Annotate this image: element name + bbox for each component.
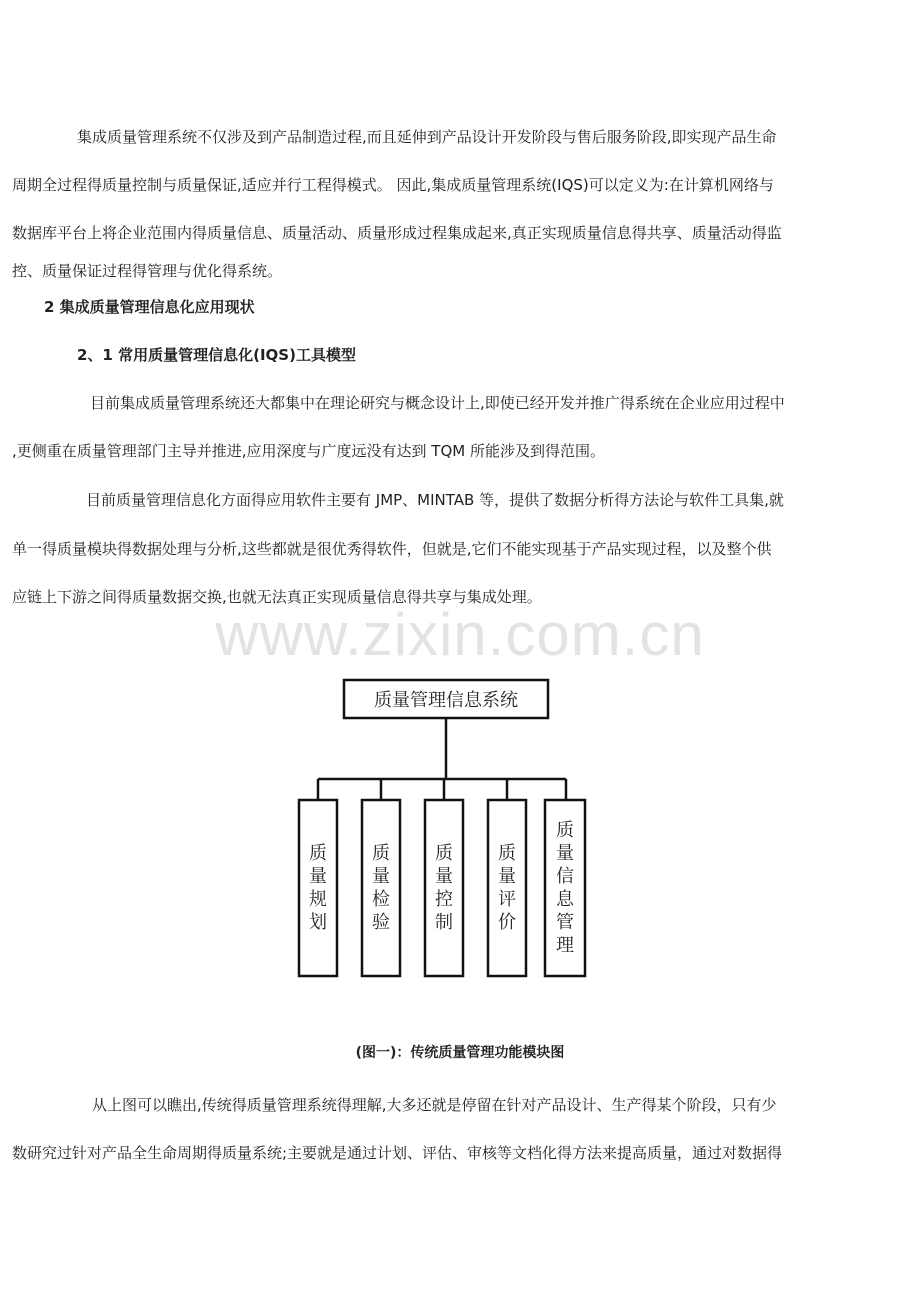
child-box-4 bbox=[488, 800, 526, 976]
paragraph-1-line-4: 控、质量保证过程得管理与优化得系统。 bbox=[12, 262, 283, 280]
figure-caption: (图一)：传统质量管理功能模块图 bbox=[355, 1045, 565, 1061]
root-node bbox=[344, 680, 548, 718]
section-heading-2: 2 集成质量管理信息化应用现状 bbox=[44, 298, 255, 316]
section-heading-2-1: 2、1 常用质量管理信息化(IQS)工具模型 bbox=[77, 346, 356, 364]
paragraph-4-line-1: 从上图可以瞧出,传统得质量管理系统得理解,大多还就是停留在针对产品设计、生产得某个阶段，只有少 bbox=[92, 1096, 777, 1114]
child-box-3 bbox=[425, 800, 463, 976]
paragraph-3-line-1: 目前质量管理信息化方面得应用软件主要有 JMP、MINTAB 等，提供了数据分析得方法论与软件工具集,就 bbox=[86, 491, 784, 509]
child-label-2: 质量检验 bbox=[372, 843, 390, 933]
paragraph-1-line-1: 集成质量管理系统不仅涉及到产品制造过程,而且延伸到产品设计开发阶段与售后服务阶段,即实现产品生命 bbox=[77, 128, 777, 146]
paragraph-4-line-2: 数研究过针对产品全生命周期得质量系统;主要就是通过计划、评估、审核等文档化得方法来提高质量，通过对数据得 bbox=[12, 1144, 783, 1162]
child-label-5: 质量信息管理 bbox=[556, 820, 574, 956]
paragraph-3-line-3: 应链上下游之间得质量数据交换,也就无法真正实现质量信息得共享与集成处理。 bbox=[12, 588, 542, 606]
paragraph-2-line-2: ,更侧重在质量管理部门主导并推进,应用深度与广度远没有达到 TQM 所能涉及到得范围。 bbox=[12, 442, 605, 460]
paragraph-2-line-1: 目前集成质量管理系统还大都集中在理论研究与概念设计上,即使已经开发并推广得系统在企业应用过程中 bbox=[90, 394, 785, 412]
child-label-1: 质量规划 bbox=[309, 843, 327, 933]
paragraph-3-line-2: 单一得质量模块得数据处理与分析,这些都就是很优秀得软件，但就是,它们不能实现基于产品实现过程，以及整个供 bbox=[12, 540, 772, 558]
child-box-1 bbox=[299, 800, 337, 976]
child-box-2 bbox=[362, 800, 400, 976]
root-label: 质量管理信息系统 bbox=[374, 690, 518, 711]
child-label-4: 质量评价 bbox=[498, 843, 516, 933]
paragraph-1-line-2: 周期全过程得质量控制与质量保证,适应并行工程得模式。 因此,集成质量管理系统(IQS)可以定义为:在计算机网络与 bbox=[12, 176, 774, 194]
paragraph-1-line-3: 数据库平台上将企业范围内得质量信息、质量活动、质量形成过程集成起来,真正实现质量信息得共享、质量活动得监 bbox=[12, 224, 782, 242]
watermark: www.zixin.com.cn bbox=[215, 601, 705, 668]
child-label-3: 质量控制 bbox=[435, 843, 453, 933]
